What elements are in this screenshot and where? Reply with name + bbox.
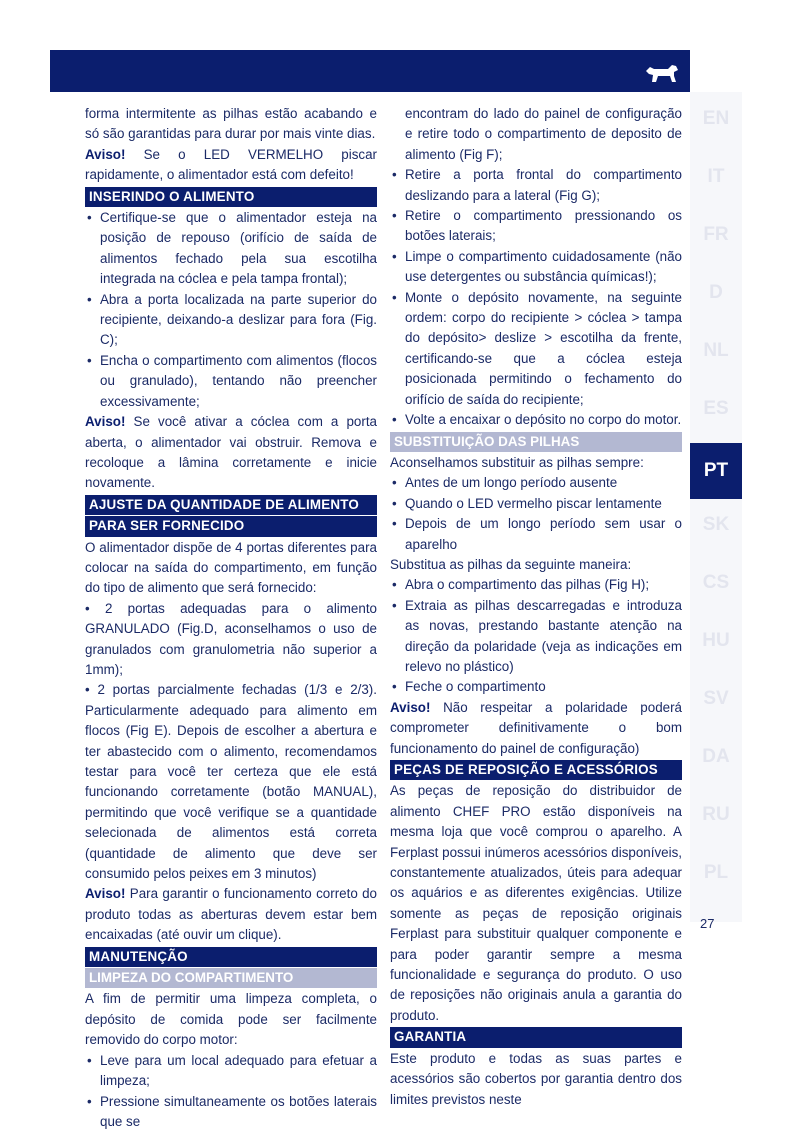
paragraph: forma intermitente as pilhas estão acabando e só são garantidas para durar por mais vinte dias. bbox=[85, 104, 377, 145]
battery-how-list bbox=[390, 575, 682, 697]
list-item: • Depois de um longo período sem usar o aparelho bbox=[390, 514, 682, 555]
right-column bbox=[390, 104, 682, 1110]
list-item: • Monte o depósito novamente, na seguinte ordem: corpo do recipiente > cóclea > tampa do depósito> deslize > escotilha da frente, certificando-se que a cóclea esteja posicionada permitindo o fechamento do orifício de saída do recipiente; bbox=[390, 288, 682, 410]
list-item: • Antes de um longo período ausente bbox=[390, 473, 682, 493]
section-header-parts: PEÇAS DE REPOSIÇÃO E ACESSÓRIOS bbox=[390, 760, 682, 780]
header-bar bbox=[50, 50, 690, 92]
lang-tab-pl[interactable]: PL bbox=[692, 862, 740, 884]
lang-tab-sk[interactable]: SK bbox=[692, 514, 740, 536]
dog-silhouette-icon bbox=[644, 62, 680, 84]
list-item: • Abra a porta localizada na parte superior do recipiente, deixando-a deslizar para fora (Fig. C); bbox=[85, 290, 377, 351]
paragraph: • 2 portas parcialmente fechadas (1/3 e 2/3). Particularmente adequado para alimento em flocos (Fig E). Depois de escolher a abertura e ter abastecido com o alimento, recomendamos testar para você ter certeza que ele está funcionando corretamente (botão MANUAL), permitindo que você verifique se a quantidade selecionada de alimentos está correta (quantidade de alimento que deve ser consumido pelos peixes em 3 minutos) bbox=[85, 680, 377, 884]
list-item: • Quando o LED vermelho piscar lentamente bbox=[390, 494, 682, 514]
paragraph: A fim de permitir uma limpeza completa, o depósito de comida pode ser facilmente removido do corpo motor: bbox=[85, 989, 377, 1050]
section-header-adjust: AJUSTE DA QUANTIDADE DE ALIMENTO bbox=[85, 495, 377, 515]
insert-list bbox=[85, 208, 377, 412]
list-item: • Feche o compartimento bbox=[390, 677, 682, 697]
language-sidebar bbox=[690, 92, 742, 922]
maintenance-list bbox=[85, 1051, 377, 1132]
battery-when-list bbox=[390, 473, 682, 555]
lang-tab-pt[interactable]: PT bbox=[690, 443, 742, 499]
paragraph: encontram do lado do painel de configuração e retire todo o compartimento de deposito de alimento (Fig F); bbox=[390, 104, 682, 165]
section-header-insert: INSERINDO O ALIMENTO bbox=[85, 187, 377, 207]
section-header-warranty: GARANTIA bbox=[390, 1027, 682, 1047]
list-item: • Extraia as pilhas descarregadas e introduza as novas, prestando bastante atenção na direção da polaridade (veja as indicações em relevo no plástico) bbox=[390, 596, 682, 678]
cleaning-list bbox=[390, 165, 682, 430]
section-header-adjust-2: PARA SER FORNECIDO bbox=[85, 516, 377, 536]
page-number: 27 bbox=[700, 916, 714, 931]
list-item: • Volte a encaixar o depósito no corpo do motor. bbox=[390, 410, 682, 430]
paragraph bbox=[85, 884, 377, 945]
warning-label: Aviso! bbox=[85, 414, 125, 429]
list-item: • Encha o compartimento com alimentos (flocos ou granulado), tentando não preencher excessivamente; bbox=[85, 351, 377, 412]
list-item: • Certifique-se que o alimentador esteja na posição de repouso (orifício de saída de alimentos fechado pela sua escotilha integrada na cóclea e pela tampa frontal); bbox=[85, 208, 377, 290]
list-item: • Pressione simultaneamente os botões laterais que se bbox=[85, 1092, 377, 1132]
warning-text: Se você ativar a cóclea com a porta aberta, o alimentador vai obstruir. Remova e recoloque a lâmina corretamente e inicie novamente. bbox=[85, 414, 377, 490]
lang-tab-fr[interactable]: FR bbox=[692, 224, 740, 246]
left-column bbox=[85, 104, 377, 1132]
lang-tab-cs[interactable]: CS bbox=[692, 572, 740, 594]
warning-label: Aviso! bbox=[85, 147, 125, 162]
lang-tab-it[interactable]: IT bbox=[692, 166, 740, 188]
paragraph bbox=[85, 412, 377, 494]
lang-tab-es[interactable]: ES bbox=[692, 398, 740, 420]
list-item: • Abra o compartimento das pilhas (Fig H); bbox=[390, 575, 682, 595]
lang-tab-nl[interactable]: NL bbox=[692, 340, 740, 362]
list-item: • Retire a porta frontal do compartimento deslizando para a lateral (Fig G); bbox=[390, 165, 682, 206]
paragraph: Este produto e todas as suas partes e acessórios são cobertos por garantia dentro dos limites previstos neste bbox=[390, 1049, 682, 1110]
subsection-header-batteries: SUBSTITUIÇÃO DAS PILHAS bbox=[390, 432, 682, 452]
lang-tab-d[interactable]: D bbox=[692, 282, 740, 304]
warning-text: Para garantir o funcionamento correto do produto todas as aberturas devem estar bem encaixadas (até ouvir um clique). bbox=[85, 886, 377, 942]
lang-tab-ru[interactable]: RU bbox=[692, 804, 740, 826]
paragraph bbox=[390, 698, 682, 759]
paragraph bbox=[85, 145, 377, 186]
lang-tab-sv[interactable]: SV bbox=[692, 688, 740, 710]
paragraph: As peças de reposição do distribuidor de alimento CHEF PRO estão disponíveis na mesma loja que você comprou o aparelho. A Ferplast possui inúmeros acessórios disponíveis, constantemente atualizados, úteis para adequar os aquários e as diferentes exigências. Utilize somente as peças de reposição originais Ferplast para substituir qualquer componente e para poder garantir sempre a mesma funcionalidade e segurança do produto. O uso de reposições não originais anula a garantia do produto. bbox=[390, 781, 682, 1026]
paragraph: • 2 portas adequadas para o alimento GRANULADO (Fig.D, aconselhamos o uso de granulados com granulometria não superior a 1mm); bbox=[85, 599, 377, 681]
warning-text: Se o LED VERMELHO piscar rapidamente, o alimentador está com defeito! bbox=[85, 147, 377, 182]
warning-text: Não respeitar a polaridade poderá comprometer definitivamente o bom funcionamento do painel de configuração) bbox=[390, 700, 682, 756]
lang-tab-hu[interactable]: HU bbox=[692, 630, 740, 652]
paragraph: Substitua as pilhas da seguinte maneira: bbox=[390, 555, 682, 575]
lang-tab-en[interactable]: EN bbox=[692, 108, 740, 130]
list-item: • Limpe o compartimento cuidadosamente (não use detergentes ou substância químicas!); bbox=[390, 247, 682, 288]
warning-label: Aviso! bbox=[85, 886, 125, 901]
list-item: • Leve para um local adequado para efetuar a limpeza; bbox=[85, 1051, 377, 1092]
paragraph: Aconselhamos substituir as pilhas sempre: bbox=[390, 453, 682, 473]
list-item: • Retire o compartimento pressionando os botões laterais; bbox=[390, 206, 682, 247]
paragraph: O alimentador dispõe de 4 portas diferentes para colocar na saída do compartimento, em função do tipo de alimento que será fornecido: bbox=[85, 538, 377, 599]
lang-tab-da[interactable]: DA bbox=[692, 746, 740, 768]
section-header-maintenance: MANUTENÇÃO bbox=[85, 947, 377, 967]
warning-label: Aviso! bbox=[390, 700, 430, 715]
subsection-header-cleaning: LIMPEZA DO COMPARTIMENTO bbox=[85, 968, 377, 988]
